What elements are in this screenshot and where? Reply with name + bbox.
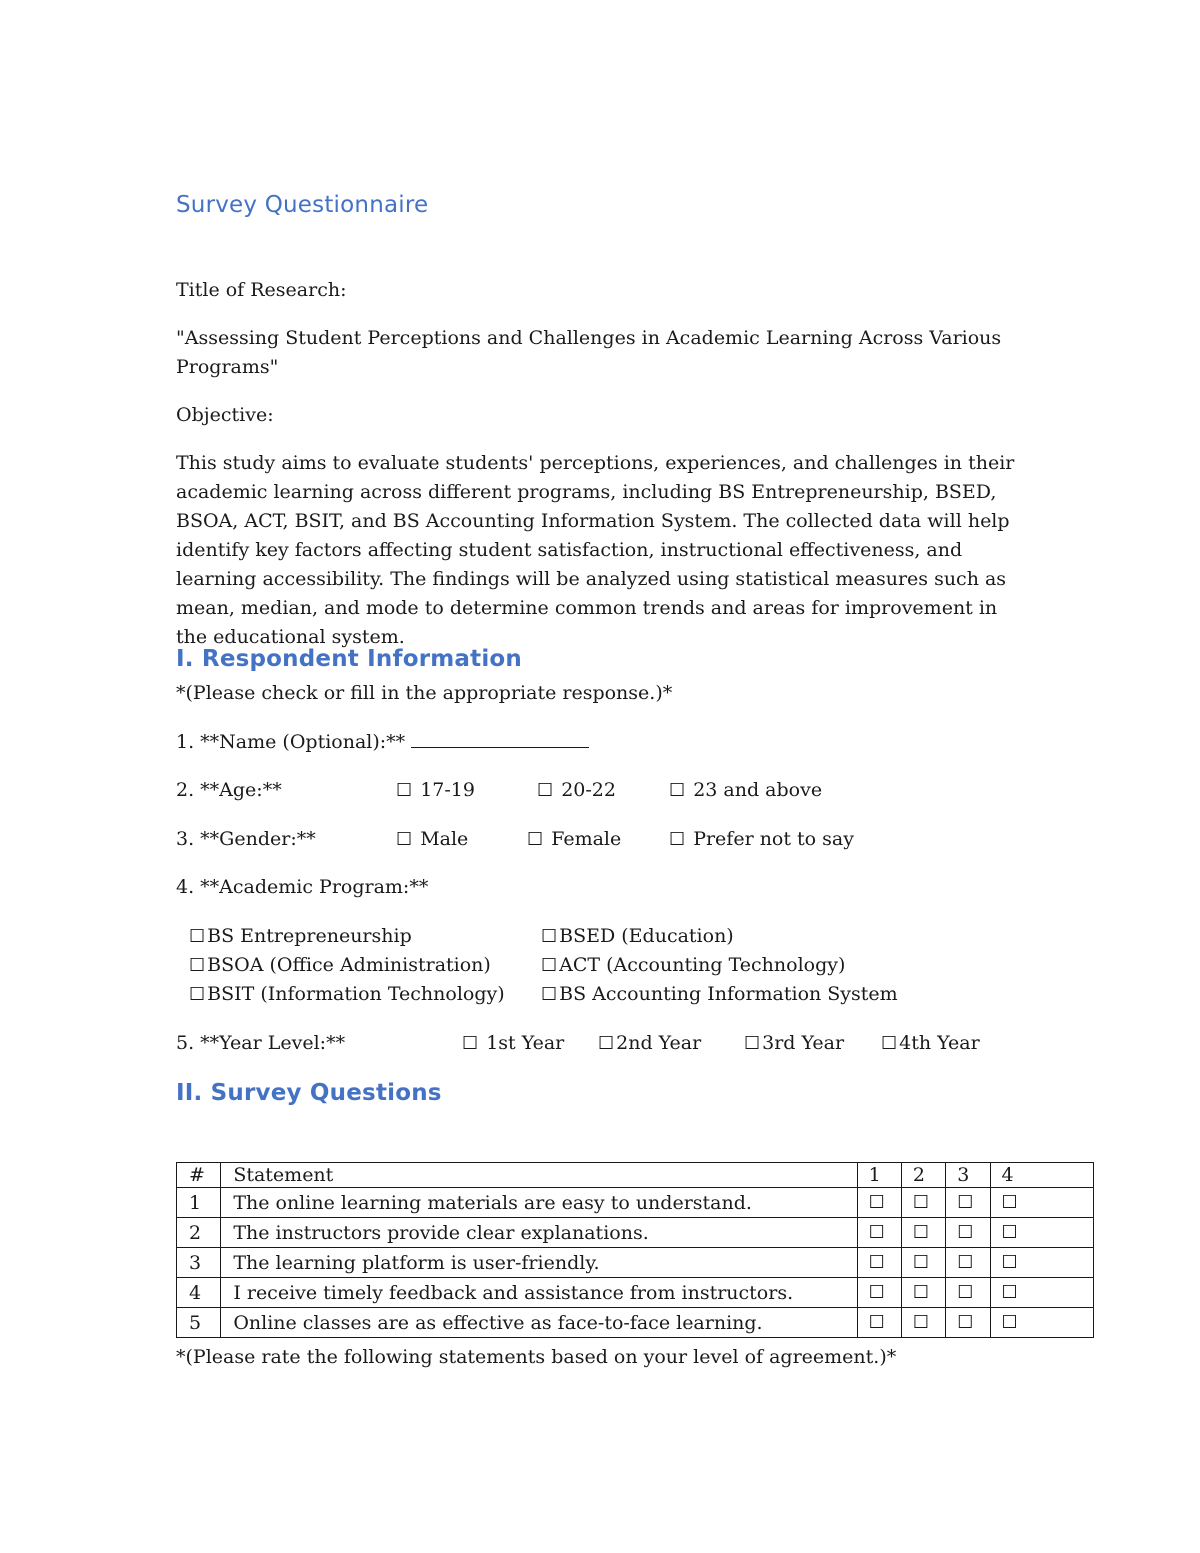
checkbox-icon[interactable]: ☐ <box>527 829 544 850</box>
q1-row <box>176 727 589 757</box>
checkbox-icon[interactable]: ☐ <box>598 1033 615 1054</box>
table-row <box>177 1188 1094 1218</box>
program-option-bsed[interactable]: ☐ BSED (Education) <box>541 925 734 947</box>
checkbox-icon[interactable]: ☐ <box>957 1252 974 1273</box>
checkbox-icon[interactable]: ☐ <box>1001 1282 1018 1303</box>
checkbox-icon[interactable]: ☐ <box>868 1312 885 1333</box>
age-option-2[interactable]: ☐ 20-22 <box>537 779 616 801</box>
program-option-bs-entrepreneurship[interactable]: ☐ BS Entrepreneurship <box>189 925 412 947</box>
table-header-row <box>177 1163 1094 1188</box>
checkbox-icon[interactable]: ☐ <box>1001 1192 1018 1213</box>
checkbox-icon[interactable]: ☐ <box>868 1222 885 1243</box>
checkbox-icon[interactable]: ☐ <box>541 955 558 976</box>
checkbox-icon[interactable]: ☐ <box>189 955 206 976</box>
row-number: 2 <box>177 1218 221 1248</box>
checkbox-icon[interactable]: ☐ <box>396 829 413 850</box>
year-option-2nd[interactable]: ☐ 2nd Year <box>598 1032 702 1054</box>
row-statement: The learning platform is user-friendly. <box>221 1248 857 1278</box>
program-option-bs-ais[interactable]: ☐ BS Accounting Information System <box>541 983 898 1005</box>
table-row <box>177 1308 1094 1338</box>
header-rating-3: 3 <box>946 1163 990 1188</box>
checkbox-icon[interactable]: ☐ <box>868 1252 885 1273</box>
research-title-line2: Programs" <box>176 356 279 378</box>
row-number: 1 <box>177 1188 221 1218</box>
checkbox-icon[interactable]: ☐ <box>541 926 558 947</box>
research-title-line1: "Assessing Student Perceptions and Challenges in Academic Learning Across Various <box>176 327 1002 349</box>
checkbox-icon[interactable]: ☐ <box>1001 1222 1018 1243</box>
checkbox-icon[interactable]: ☐ <box>912 1192 930 1213</box>
gender-option-prefer-not[interactable]: ☐ Prefer not to say <box>669 828 854 850</box>
header-rating-4: 4 <box>990 1163 1093 1188</box>
checkbox-icon[interactable]: ☐ <box>396 780 413 801</box>
name-input-line[interactable] <box>411 727 589 748</box>
q3-label: 3. **Gender:** <box>176 828 316 850</box>
gender-option-male[interactable]: ☐ Male <box>396 828 469 850</box>
header-statement: Statement <box>221 1163 857 1188</box>
table-footnote: *(Please rate the following statements based on your level of agreement.)* <box>176 1346 897 1368</box>
q4-label: 4. **Academic Program:** <box>176 876 429 898</box>
checkbox-icon[interactable]: ☐ <box>537 780 554 801</box>
objective-text: This study aims to evaluate students' perceptions, experiences, and challenges in their academic learning across different programs, including BS Entrepreneurship, BSED, BSOA, ACT, BSIT, and BS Accounting Information System. The collected data will help identify key factors affecting student satisfaction, instructional effectiveness, and learning accessibility. The findings will be analyzed using statistical measures such as mean, median, and mode to determine common trends and areas for improvement in the educational system. <box>176 452 1015 648</box>
checkbox-icon[interactable]: ☐ <box>957 1282 974 1303</box>
checkbox-icon[interactable]: ☐ <box>669 829 686 850</box>
row-number: 4 <box>177 1278 221 1308</box>
checkbox-icon[interactable]: ☐ <box>957 1222 974 1243</box>
row-statement: The online learning materials are easy to understand. <box>221 1188 857 1218</box>
age-option-1[interactable]: ☐ 17-19 <box>396 779 475 801</box>
row-number: 5 <box>177 1308 221 1338</box>
checkbox-icon[interactable]: ☐ <box>462 1033 479 1054</box>
objective-label: Objective: <box>176 404 274 426</box>
year-option-3rd[interactable]: ☐ 3rd Year <box>744 1032 845 1054</box>
row-number: 3 <box>177 1248 221 1278</box>
q2-label: 2. **Age:** <box>176 779 282 801</box>
header-rating-2: 2 <box>901 1163 945 1188</box>
research-label: Title of Research: <box>176 279 347 301</box>
section1-instruction: *(Please check or fill in the appropriate response.)* <box>176 682 673 704</box>
row-statement: Online classes are as effective as face-to-face learning. <box>221 1308 857 1338</box>
checkbox-icon[interactable]: ☐ <box>744 1033 761 1054</box>
page-title: Survey Questionnaire <box>176 192 429 218</box>
table-row <box>177 1218 1094 1248</box>
rating-table <box>176 1162 1094 1338</box>
checkbox-icon[interactable]: ☐ <box>957 1312 974 1333</box>
checkbox-icon[interactable]: ☐ <box>189 984 206 1005</box>
checkbox-icon[interactable]: ☐ <box>912 1282 930 1303</box>
year-option-4th[interactable]: ☐ 4th Year <box>881 1032 980 1054</box>
checkbox-icon[interactable]: ☐ <box>912 1312 930 1333</box>
table-row <box>177 1248 1094 1278</box>
program-option-bsoa[interactable]: ☐ BSOA (Office Administration) <box>189 954 491 976</box>
checkbox-icon[interactable]: ☐ <box>189 926 206 947</box>
row-statement: I receive timely feedback and assistance from instructors. <box>221 1278 857 1308</box>
table-row <box>177 1278 1094 1308</box>
checkbox-icon[interactable]: ☐ <box>669 780 686 801</box>
checkbox-icon[interactable]: ☐ <box>912 1222 930 1243</box>
section2-heading: II. Survey Questions <box>176 1080 442 1106</box>
checkbox-icon[interactable]: ☐ <box>881 1033 898 1054</box>
header-number: # <box>177 1163 221 1188</box>
program-option-act[interactable]: ☐ ACT (Accounting Technology) <box>541 954 846 976</box>
q5-label: 5. **Year Level:** <box>176 1032 346 1054</box>
gender-option-female[interactable]: ☐ Female <box>527 828 622 850</box>
header-rating-1: 1 <box>857 1163 901 1188</box>
age-option-3[interactable]: ☐ 23 and above <box>669 779 823 801</box>
section1-heading: I. Respondent Information <box>176 646 523 672</box>
row-statement: The instructors provide clear explanations. <box>221 1218 857 1248</box>
program-option-bsit[interactable]: ☐ BSIT (Information Technology) <box>189 983 505 1005</box>
year-option-1st[interactable]: ☐ 1st Year <box>462 1032 565 1054</box>
checkbox-icon[interactable]: ☐ <box>868 1282 885 1303</box>
checkbox-icon[interactable]: ☐ <box>912 1252 930 1273</box>
q1-label: 1. **Name (Optional):** <box>176 731 406 753</box>
checkbox-icon[interactable]: ☐ <box>1001 1312 1018 1333</box>
checkbox-icon[interactable]: ☐ <box>1001 1252 1018 1273</box>
checkbox-icon[interactable]: ☐ <box>957 1192 974 1213</box>
checkbox-icon[interactable]: ☐ <box>868 1192 885 1213</box>
checkbox-icon[interactable]: ☐ <box>541 984 558 1005</box>
